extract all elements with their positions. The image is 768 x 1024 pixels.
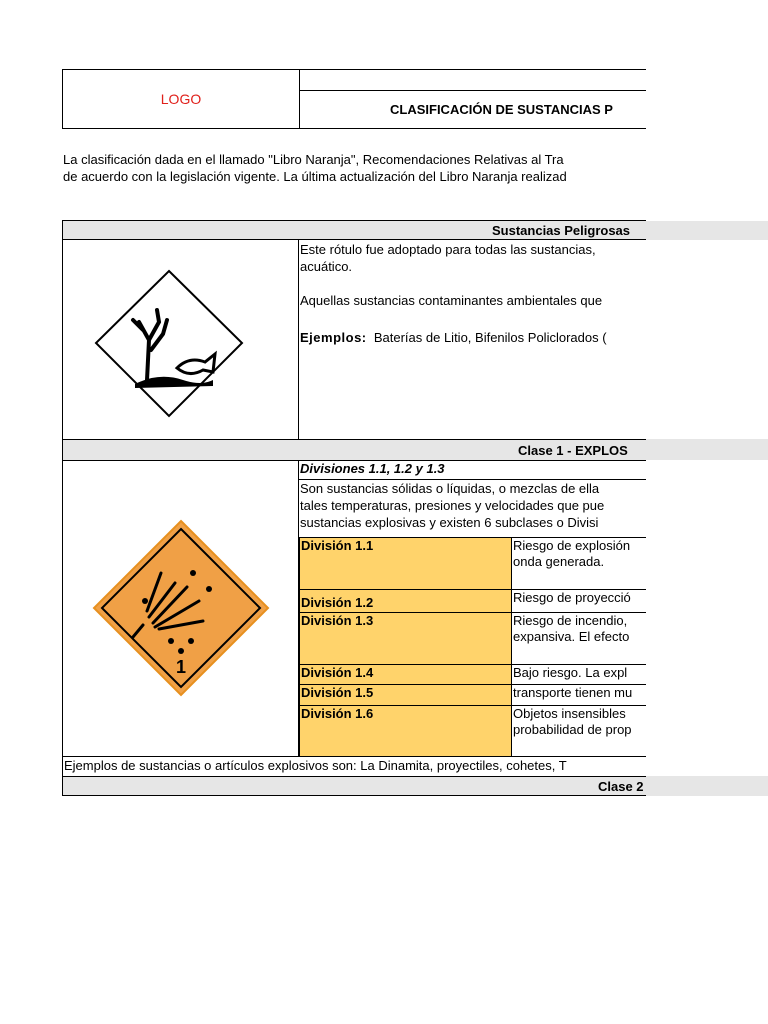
band-extension — [646, 221, 768, 240]
env-line: acuático. — [300, 259, 353, 274]
class1-desc-line: Son sustancias sólidas o líquidas, o mezclas de ella — [300, 481, 600, 496]
section-band-class2 — [63, 776, 646, 796]
environment-placard-cell — [63, 240, 299, 439]
env-line: Aquellas sustancias contaminantes ambientales que — [300, 293, 603, 308]
division-desc-line: onda generada. — [513, 554, 605, 569]
section-band-class1 — [63, 439, 646, 461]
document-header — [62, 69, 646, 129]
explosive-placard-cell — [63, 461, 299, 757]
intro-line: La clasificación dada en el llamado "Libro Naranja", Recomendaciones Relativas al Tra — [63, 152, 564, 167]
class1-desc-line: tales temperaturas, presiones y velocidades que pue — [300, 498, 605, 513]
division-row — [299, 664, 646, 685]
division-name: División 1.5 — [299, 684, 512, 706]
division-desc — [512, 705, 646, 757]
division-name: División 1.6 — [299, 705, 512, 757]
division-name: División 1.2 — [299, 589, 512, 613]
division-desc-line: Objetos insensibles — [513, 706, 626, 721]
division-desc — [512, 684, 646, 706]
division-row — [299, 589, 646, 613]
division-desc — [512, 537, 646, 590]
band-extension — [646, 776, 768, 796]
section-band-title: Sustancias Peligrosas — [492, 223, 631, 238]
division-desc-line: transporte tienen mu — [513, 685, 633, 700]
classification-table — [62, 220, 646, 796]
division-row — [299, 684, 646, 706]
band-extension — [646, 439, 768, 460]
logo-placeholder: LOGO — [63, 70, 300, 128]
division-name: División 1.4 — [299, 664, 512, 685]
division-desc-line: Bajo riesgo. La expl — [513, 665, 628, 680]
division-name: División 1.1 — [299, 537, 512, 590]
environmentally-hazardous-placard-icon — [63, 240, 297, 439]
division-desc — [512, 612, 646, 665]
document-title: CLASIFICACIÓN DE SUSTANCIAS P — [390, 102, 613, 117]
section-band-title: Clase 2 — [598, 779, 644, 794]
division-row — [299, 612, 646, 665]
class1-subtitle: Divisiones 1.1, 1.2 y 1.3 — [300, 461, 445, 476]
division-row — [299, 705, 646, 757]
env-examples-label: Ejemplos: — [300, 330, 367, 345]
section-band-environmental — [63, 220, 646, 240]
class1-desc-line: sustancias explosivas y existen 6 subclases o Divisi — [300, 515, 599, 530]
intro-line: de acuerdo con la legislación vigente. La última actualización del Libro Naranja realizad — [63, 169, 567, 184]
class1-examples: Ejemplos de sustancias o artículos explosivos son: La Dinamita, proyectiles, cohetes, T — [64, 758, 567, 773]
division-row — [299, 537, 646, 590]
division-desc — [512, 664, 646, 685]
division-desc-line: Riesgo de explosión — [513, 538, 631, 553]
explosive-placard-icon — [63, 461, 297, 757]
division-desc — [512, 589, 646, 613]
division-desc-line: probabilidad de prop — [513, 722, 632, 737]
placard-number: 1 — [175, 657, 187, 677]
intro-paragraph — [63, 151, 646, 185]
env-line: Este rótulo fue adoptado para todas las sustancias, — [300, 242, 596, 257]
section-band-title: Clase 1 - EXPLOS — [518, 443, 628, 458]
division-desc-line: expansiva. El efecto — [513, 629, 630, 644]
env-examples — [300, 330, 607, 346]
env-examples-text: Baterías de Litio, Bifenilos Policlorados ( — [373, 330, 607, 345]
division-name: División 1.3 — [299, 612, 512, 665]
division-desc-line: Riesgo de incendio, — [513, 613, 628, 628]
division-desc-line: Riesgo de proyecció — [513, 590, 631, 605]
